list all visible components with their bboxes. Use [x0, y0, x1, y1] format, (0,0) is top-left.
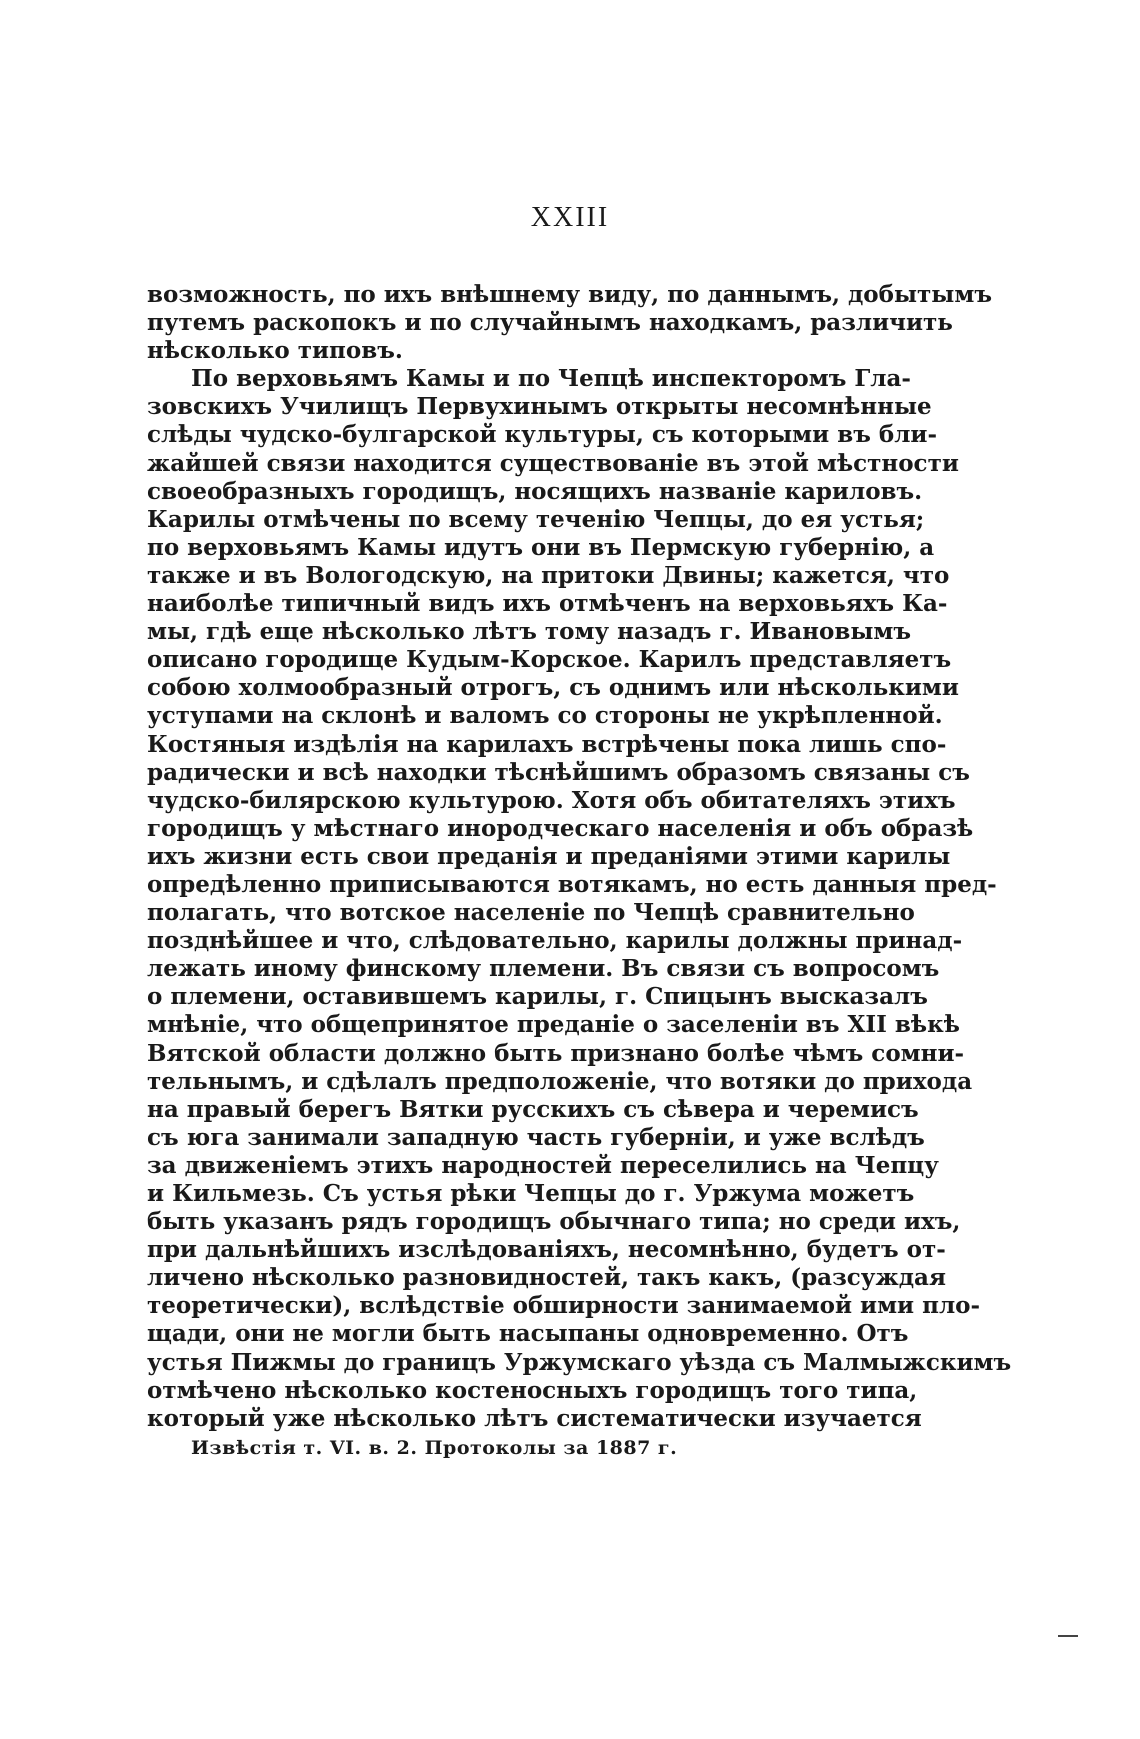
text-line: нѣсколько типовъ. — [147, 337, 403, 365]
text-line: отмѣчено нѣсколько костеносныхъ городищъ того типа, — [147, 1376, 918, 1404]
text-line: жайшей связи находится существованіе въ этой мѣстности — [147, 449, 959, 477]
text-line: опредѣленно приписываются вотякамъ, но есть данныя пред- — [147, 870, 997, 898]
text-line: быть указанъ рядъ городищъ обычнаго типа; но среди ихъ, — [147, 1208, 961, 1236]
text-line: описано городище Кудым-Корское. Карилъ представляетъ — [147, 646, 952, 674]
text-line: съ юга занимали западную часть губерніи, и уже вслѣдъ — [147, 1123, 925, 1151]
text-line: своеобразныхъ городищъ, носящихъ названіе кариловъ. — [147, 477, 923, 505]
text-line: радически и всѣ находки тѣснѣйшимъ образомъ связаны съ — [147, 758, 970, 786]
text-line: щади, они не могли быть насыпаны одновременно. Отъ — [147, 1320, 909, 1348]
text-line: который уже нѣсколько лѣтъ систематически изучается — [147, 1404, 922, 1432]
text-line: слѣды чудско-булгарской культуры, съ которыми въ бли- — [147, 421, 938, 449]
text-line: собою холмообразный отрогъ, съ однимъ или нѣсколькими — [147, 674, 959, 702]
text-line: за движеніемъ этихъ народностей переселились на Чепцу — [147, 1151, 939, 1179]
page-number: XXIII — [530, 202, 610, 233]
text-line: зовскихъ Училищъ Первухинымъ открыты несомнѣнные — [147, 393, 932, 421]
text-line: ихъ жизни есть свои преданія и преданіями этими карилы — [147, 842, 951, 870]
text-line: о племени, оставившемъ карилы, г. Спицынъ высказалъ — [147, 983, 928, 1011]
text-line: Вятской области должно быть признано болѣе чѣмъ сомни- — [147, 1039, 965, 1067]
text-line: Карилы отмѣчены по всему теченію Чепцы, до ея устья; — [147, 505, 925, 533]
text-line: По верховьямъ Камы и по Чепцѣ инспекторомъ Гла- — [191, 365, 911, 393]
text-line: путемъ раскопокъ и по случайнымъ находкамъ, различить — [147, 309, 953, 337]
text-line: и Кильмезь. Съ устья рѣки Чепцы до г. Уржума можетъ — [147, 1180, 915, 1207]
text-line: уступами на склонѣ и валомъ со стороны не укрѣпленной. — [147, 702, 943, 730]
text-line: на правый берегъ Вятки русскихъ съ сѣвера и черемисъ — [147, 1095, 919, 1123]
text-line: устья Пижмы до границъ Уржумскаго уѣзда съ Малмыжскимъ — [147, 1348, 1012, 1376]
text-line: также и въ Вологодскую, на притоки Двины; кажется, что — [147, 561, 950, 589]
text-line: мы, гдѣ еще нѣсколько лѣтъ тому назадъ г. Ивановымъ — [147, 618, 912, 646]
text-line: лежать иному финскому племени. Въ связи съ вопросомъ — [147, 955, 940, 983]
text-line: Костяныя издѣлія на карилахъ встрѣчены пока лишь спо- — [147, 730, 947, 758]
footnote: Извѣстія т. VI. в. 2. Протоколы за 1887 г. — [191, 1437, 678, 1459]
text-line: при дальнѣйшихъ изслѣдованіяхъ, несомнѣнно, будетъ от- — [147, 1236, 946, 1264]
text-line: мнѣніе, что общепринятое преданіе о заселеніи въ XII вѣкѣ — [147, 1011, 960, 1039]
text-line: позднѣйшее и что, слѣдовательно, карилы должны принад- — [147, 927, 963, 955]
margin-mark — [1058, 1635, 1078, 1637]
text-line: личено нѣсколько разновидностей, такъ какъ, (разсуждая — [147, 1264, 946, 1292]
text-line: возможность, по ихъ внѣшнему виду, по даннымъ, добытымъ — [147, 281, 992, 308]
text-line: полагать, что вотское населеніе по Чепцѣ сравнительно — [147, 899, 915, 927]
text-line: теоретически), вслѣдствіе обширности занимаемой ими пло- — [147, 1292, 981, 1320]
text-line: чудско-билярскою культурою. Хотя объ обитателяхъ этихъ — [147, 786, 956, 814]
text-line: городищъ у мѣстнаго инородческаго населенія и объ образѣ — [147, 814, 974, 842]
text-line: тельнымъ, и сдѣлалъ предположеніе, что вотяки до прихода — [147, 1067, 973, 1095]
text-line: по верховьямъ Камы идутъ они въ Пермскую губернію, а — [147, 533, 935, 561]
text-line: наиболѣе типичный видъ ихъ отмѣченъ на верховьяхъ Ка- — [147, 590, 948, 618]
body-text — [147, 281, 1012, 1433]
